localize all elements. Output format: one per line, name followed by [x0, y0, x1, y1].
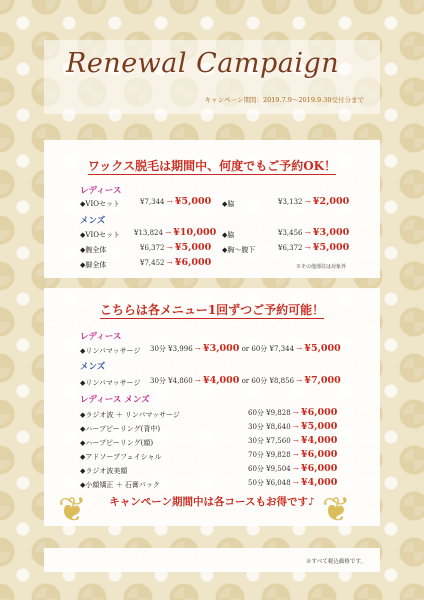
- menu-price-adsorb: 70分 ¥9,828 → ¥6,000: [248, 449, 338, 460]
- menu-price-radio-lymph: 60分 ¥9,828 → ¥6,000: [248, 407, 338, 418]
- menu-section-heading: こちらは各メニュー1回ずつご予約可能！: [99, 303, 325, 317]
- price-mens-chest: ¥6,372 → ¥5,000: [278, 242, 350, 253]
- campaign-period: キャンペーン期間：2019.7.9～2019.9.30受付分まで: [204, 96, 364, 104]
- lymph-row-ladies: ◆リンパマッサージ: [80, 347, 141, 355]
- price-ladies-armpit: ¥3,132 → ¥2,000: [278, 196, 350, 207]
- menu-price-small-face: 50分 ¥6,048 → ¥4,000: [248, 477, 338, 488]
- ladies-category-label: レディース: [80, 186, 122, 196]
- ladies-menu-label: レディース: [80, 332, 122, 342]
- campaign-title: Renewal Campaign: [66, 48, 340, 79]
- menu-row-herb-face: ◆ハーブピーリング(顔): [80, 439, 154, 447]
- menu-row-adsorb: ◆アドソーブフェイシャル: [80, 453, 162, 461]
- mens-menu-label: メンズ: [80, 362, 106, 372]
- lymph-prices-mens: 30分 ¥4,860 → ¥4,000 or 60分 ¥8,856 → ¥7,000: [150, 375, 341, 386]
- lymph-prices-ladies: 30分 ¥3,996 → ¥3,000 or 60分 ¥7,344 → ¥5,000: [150, 343, 341, 354]
- lymph-row-mens: ◆リンパマッサージ: [80, 379, 141, 387]
- price-row-mens-chest: ◆胸～腹下: [222, 246, 256, 254]
- menu-price-herb-back: 30分 ¥8,640 → ¥5,000: [248, 421, 338, 432]
- menu-price-herb-face: 30分 ¥7,560 → ¥4,000: [248, 435, 338, 446]
- menu-row-radio-face: ◆ラジオ波美顔: [80, 467, 128, 475]
- price-row-mens-vio: ◆VIOセット: [80, 231, 120, 239]
- campaign-message: キャンペーン期間中は各コースもお得です♪: [109, 496, 315, 508]
- price-mens-vio: ¥13,824 → ¥10,000: [134, 227, 217, 238]
- wax-section-heading: ワックス脱毛は期間中、何度でもご予約OK！: [87, 159, 337, 173]
- both-menu-label: レディース メンズ: [80, 395, 150, 405]
- price-row-ladies-armpit: ◆脇: [222, 200, 235, 208]
- menu-row-herb-back: ◆ハーブピーリング(背中): [80, 425, 161, 433]
- tax-note: ※すべて税込価格です。: [306, 559, 366, 565]
- menu-price-radio-face: 60分 ¥9,504 → ¥6,000: [248, 463, 338, 474]
- price-mens-armpit: ¥3,456 → ¥3,000: [278, 227, 350, 238]
- price-mens-arm: ¥6,372 → ¥5,000: [140, 242, 212, 253]
- mens-category-label: メンズ: [80, 216, 106, 226]
- wax-exclusion-note: ※その他部位は対象外: [296, 264, 347, 270]
- gold-flourish-right-icon: ❦: [322, 490, 351, 530]
- price-row-mens-arm: ◆腕全体: [80, 246, 107, 254]
- menu-row-small-face: ◆小顔矯正 ＋ 石膏パック: [80, 481, 160, 489]
- gold-flourish-left-icon: ❦: [58, 490, 87, 530]
- price-ladies-vio: ¥7,344 → ¥5,000: [140, 196, 212, 207]
- price-row-ladies-vio: ◆VIOセット: [80, 200, 120, 208]
- price-row-mens-leg: ◆脚全体: [80, 261, 107, 269]
- price-mens-leg: ¥7,452 → ¥6,000: [140, 257, 212, 268]
- menu-row-radio-lymph: ◆ラジオ波 ＋ リンパマッサージ: [80, 411, 180, 419]
- price-row-mens-armpit: ◆脇: [222, 231, 235, 239]
